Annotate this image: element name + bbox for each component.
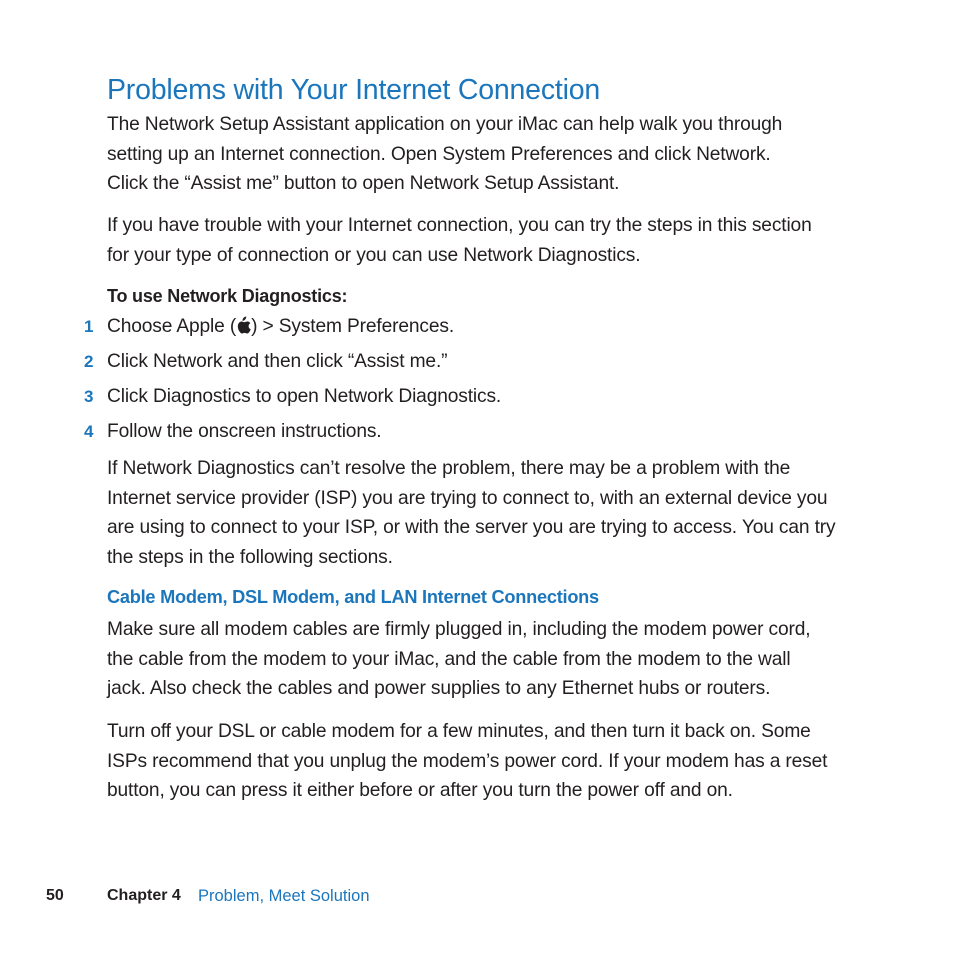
subsection-title: Cable Modem, DSL Modem, and LAN Internet Connections <box>107 587 599 607</box>
intro-line: Click the “Assist me” button to open Network Setup Assistant. <box>107 173 620 195</box>
paragraph-line: ISPs recommend that you unplug the modem’s power cord. If your modem has a reset <box>107 750 828 772</box>
step-number: 1 <box>84 317 94 336</box>
step-text-before: Choose Apple ( <box>107 316 237 337</box>
modem-reset-paragraph <box>107 717 877 806</box>
followup-line: the steps in the following sections. <box>107 546 393 568</box>
section-title: Problems with Your Internet Connection <box>107 74 601 106</box>
step-number: 4 <box>84 422 94 441</box>
step-number: 3 <box>84 387 94 406</box>
followup-line: If Network Diagnostics can’t resolve the problem, there may be a problem with the <box>107 458 791 479</box>
paragraph-line: jack. Also check the cables and power supplies to any Ethernet hubs or routers. <box>107 678 771 700</box>
trouble-paragraph <box>107 211 877 270</box>
paragraph-line: button, you can press it either before or after you turn the power off and on. <box>107 780 733 802</box>
followup-line: are using to connect to your ISP, or with the server you are trying to access. You can try <box>107 517 836 539</box>
trouble-line: for your type of connection or you can use Network Diagnostics. <box>107 244 641 266</box>
trouble-line: If you have trouble with your Internet connection, you can try the steps in this section <box>107 215 812 236</box>
followup-line: Internet service provider (ISP) you are trying to connect to, with an external device you <box>107 487 828 509</box>
step-number: 2 <box>84 352 94 371</box>
followup-paragraph <box>107 454 877 572</box>
step-text: Click Diagnostics to open Network Diagnostics. <box>107 386 502 407</box>
paragraph-line: Make sure all modem cables are firmly plugged in, including the modem power cord, <box>107 619 811 640</box>
paragraph-line: the cable from the modem to your iMac, and the cable from the modem to the wall <box>107 648 791 670</box>
footer-chapter: Chapter 4 <box>107 887 181 904</box>
intro-line: setting up an Internet connection. Open System Preferences and click Network. <box>107 143 771 165</box>
step-text: Follow the onscreen instructions. <box>107 421 382 442</box>
step-2 <box>84 351 447 373</box>
intro-line: The Network Setup Assistant application on your iMac can help walk you through <box>107 114 783 135</box>
step-4 <box>84 421 381 443</box>
page-number: 50 <box>46 887 64 904</box>
step-3 <box>84 386 501 408</box>
paragraph-line: Turn off your DSL or cable modem for a few minutes, and then turn it back on. Some <box>107 721 811 742</box>
step-text: Click Network and then click “Assist me.” <box>107 351 448 372</box>
step-text-after: ) > System Preferences. <box>251 316 455 337</box>
apple-icon <box>236 316 251 335</box>
footer-chapter-title: Problem, Meet Solution <box>198 887 370 905</box>
intro-paragraph <box>107 110 877 199</box>
modem-cables-paragraph <box>107 615 877 704</box>
step-1 <box>84 316 454 338</box>
procedure-label: To use Network Diagnostics: <box>107 286 348 306</box>
